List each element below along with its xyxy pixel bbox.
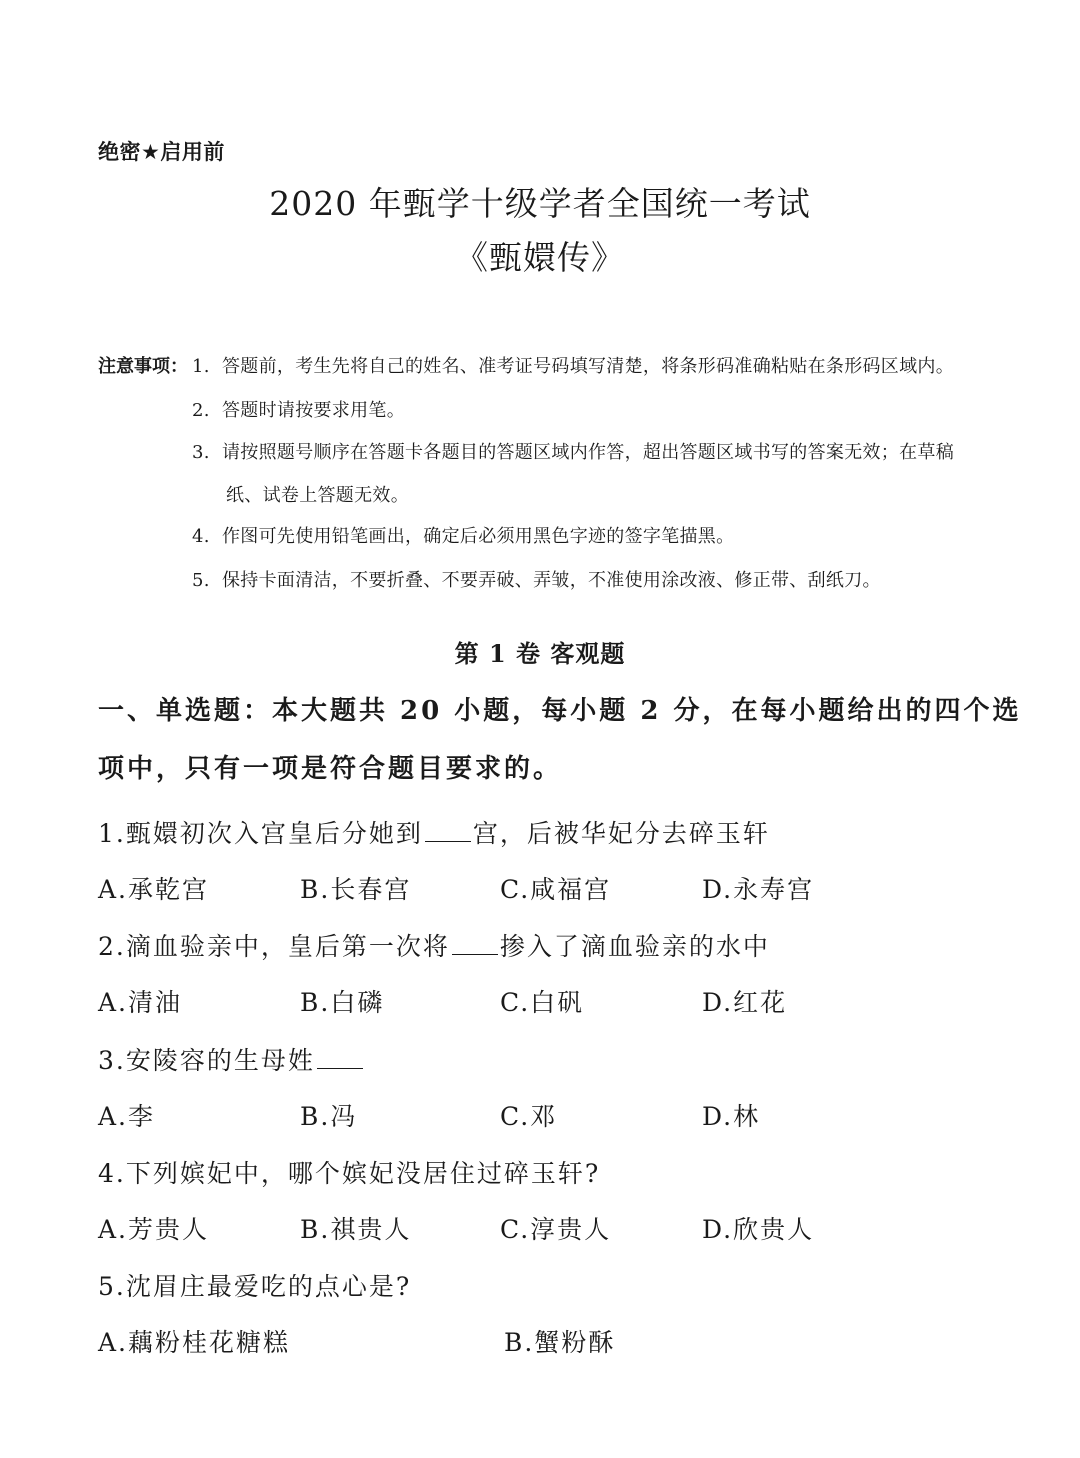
secret-label: 绝密★启用前 xyxy=(98,140,225,164)
answer-blank xyxy=(317,1046,363,1069)
section-instruction-line1: 一、单选题：本大题共 20 小题，每小题 2 分，在每小题给出的四个选 xyxy=(98,696,1022,726)
note-number: 5. xyxy=(192,570,210,591)
note-text: 答题时请按要求用笔。 xyxy=(222,400,405,421)
note-item xyxy=(192,352,954,378)
option-d: D.红花 xyxy=(702,988,788,1017)
question-stem xyxy=(98,1041,365,1077)
question-text: 2.滴血验亲中，皇后第一次将 xyxy=(98,932,450,961)
question-text: 掺入了滴血验亲的水中 xyxy=(499,932,770,961)
question-stem: 4.下列嫔妃中，哪个嫔妃没居住过碎玉轩? xyxy=(98,1159,601,1188)
note-number: 2. xyxy=(192,400,210,421)
note-item xyxy=(192,438,954,464)
option-d: D.永寿宫 xyxy=(702,875,815,904)
option-b: B.长春宫 xyxy=(300,875,412,904)
answer-blank xyxy=(425,819,471,842)
note-number: 3. xyxy=(192,442,210,463)
note-text: 保持卡面清洁，不要折叠、不要弄破、弄皱，不准使用涂改液、修正带、刮纸刀。 xyxy=(222,570,881,591)
option-a: A.清油 xyxy=(98,988,183,1017)
note-text: 请按照题号顺序在答题卡各题目的答题区域内作答，超出答题区域书写的答案无效；在草稿 xyxy=(222,442,954,463)
exam-subtitle: 《甄嬛传》 xyxy=(455,238,625,277)
note-text: 作图可先使用铅笔画出，确定后必须用黑色字迹的签字笔描黑。 xyxy=(222,526,735,547)
option-a: A.芳贵人 xyxy=(98,1215,210,1244)
notes-label: 注意事项： xyxy=(98,356,188,377)
section-instruction-line2: 项中，只有一项是符合题目要求的。 xyxy=(98,754,563,784)
note-item xyxy=(192,566,881,592)
note-text: 答题前，考生先将自己的姓名、准考证号码填写清楚，将条形码准确粘贴在条形码区域内。 xyxy=(222,356,954,377)
option-c: C.淳贵人 xyxy=(500,1215,612,1244)
option-b: B.冯 xyxy=(300,1102,358,1131)
note-number: 4. xyxy=(192,526,210,547)
option-a: A.李 xyxy=(98,1102,156,1131)
option-b: B.白磷 xyxy=(300,988,385,1017)
question-stem xyxy=(98,927,770,963)
note-item xyxy=(192,522,734,548)
exam-title: 2020 年甄学十级学者全国统一考试 xyxy=(269,184,811,223)
option-d: D.林 xyxy=(702,1102,761,1131)
option-b: B.蟹粉酥 xyxy=(504,1328,616,1357)
option-a: A.藕粉桂花糖糕 xyxy=(98,1328,291,1357)
question-stem xyxy=(98,814,770,850)
note-number: 1. xyxy=(192,356,210,377)
option-c: C.咸福宫 xyxy=(500,875,612,904)
option-d: D.欣贵人 xyxy=(702,1215,815,1244)
option-a: A.承乾宫 xyxy=(98,875,210,904)
note-item xyxy=(192,396,405,422)
question-text: 1.甄嬛初次入宫皇后分她到 xyxy=(98,819,423,848)
answer-blank xyxy=(452,932,498,955)
option-b: B.祺贵人 xyxy=(300,1215,412,1244)
note-continuation: 纸、试卷上答题无效。 xyxy=(226,485,409,506)
section-heading: 第 1 卷 客观题 xyxy=(454,639,626,668)
question-text: 宫，后被华妃分去碎玉轩 xyxy=(472,819,770,848)
option-c: C.白矾 xyxy=(500,988,585,1017)
option-c: C.邓 xyxy=(500,1102,558,1131)
question-text: 3.安陵容的生母姓 xyxy=(98,1046,315,1075)
question-stem: 5.沈眉庄最爱吃的点心是? xyxy=(98,1272,412,1301)
